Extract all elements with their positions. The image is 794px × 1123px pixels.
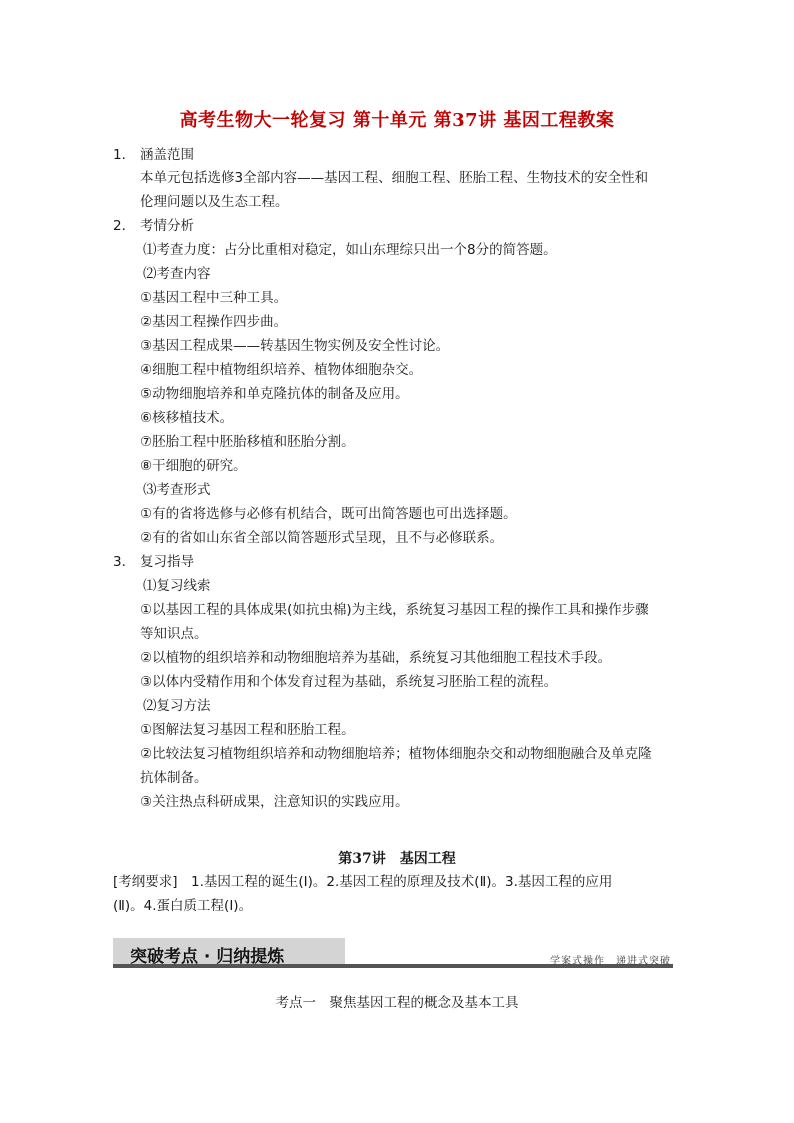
banner-title: 突破考点 · 归纳提炼	[130, 947, 285, 967]
paragraph-line: ⑴复习线索	[143, 578, 211, 594]
list-item: ③关注热点科研成果，注意知识的实践应用。	[140, 794, 409, 810]
list-item: ①以基因工程的具体成果(如抗虫棉)为主线，系统复习基因工程的操作工具和操作步骤	[140, 602, 649, 618]
list-item: ②基因工程操作四步曲。	[140, 314, 288, 330]
paragraph-line: 本单元包括选修3全部内容——基因工程、细胞工程、胚胎工程、生物技术的安全性和	[140, 170, 649, 186]
section-number-2: 2．	[113, 218, 136, 234]
paragraph-line: ⑴考查力度：占分比重相对稳定，如山东理综只出一个8分的简答题。	[143, 242, 557, 258]
list-item: ①基因工程中三种工具。	[140, 290, 288, 306]
banner-subtitle: 学案式操作 递进式突破	[550, 956, 671, 967]
document-title: 高考生物大一轮复习 第十单元 第37讲 基因工程教案	[179, 110, 615, 131]
paragraph-line: ⑶考查形式	[143, 482, 211, 498]
list-item: ①有的省将选修与必修有机结合，既可出简答题也可出选择题。	[140, 506, 517, 522]
section-heading-1: 涵盖范围	[140, 147, 194, 163]
list-item: ⑤动物细胞培养和单克隆抗体的制备及应用。	[140, 386, 409, 402]
section-number-3: 3．	[113, 554, 136, 570]
list-item: ⑥核移植技术。	[140, 410, 234, 426]
list-item: 等知识点。	[140, 626, 208, 642]
section-heading-2: 考情分析	[140, 218, 194, 234]
paragraph-line: ⑵复习方法	[143, 698, 211, 714]
paragraph-line: 伦理问题以及生态工程。	[140, 194, 289, 210]
list-item: ②以植物的组织培养和动物细胞培养为基础，系统复习其他细胞工程技术手段。	[140, 650, 612, 666]
list-item: ⑦胚胎工程中胚胎移植和胚胎分割。	[140, 434, 355, 450]
list-item: ②有的省如山东省全部以简答题形式呈现，且不与必修联系。	[140, 530, 504, 546]
syllabus-line: (Ⅱ)。4.蛋白质工程(Ⅰ)。	[113, 898, 253, 914]
list-item: ①图解法复习基因工程和胚胎工程。	[140, 722, 355, 738]
section-heading-3: 复习指导	[140, 554, 194, 570]
lecture-title: 第37讲 基因工程	[338, 851, 456, 867]
list-item: ②比较法复习植物组织培养和动物细胞培养；植物体细胞杂交和动物细胞融合及单克隆	[140, 746, 652, 762]
list-item: ④细胞工程中植物组织培养、植物体细胞杂交。	[140, 362, 423, 378]
paragraph-line: ⑵考查内容	[143, 266, 211, 282]
list-item: ⑧干细胞的研究。	[140, 458, 247, 474]
list-item: ③基因工程成果——转基因生物实例及安全性讨论。	[140, 338, 450, 354]
syllabus-line: [考纲要求] 1.基因工程的诞生(Ⅰ)。2.基因工程的原理及技术(Ⅱ)。3.基因工程的应用	[113, 874, 613, 890]
section-number-1: 1．	[113, 147, 136, 163]
list-item: ③以体内受精作用和个体发育过程为基础，系统复习胚胎工程的流程。	[140, 674, 558, 690]
list-item: 抗体制备。	[140, 770, 208, 786]
topic-heading: 考点一 聚焦基因工程的概念及基本工具	[275, 995, 519, 1011]
section-banner	[113, 935, 673, 971]
